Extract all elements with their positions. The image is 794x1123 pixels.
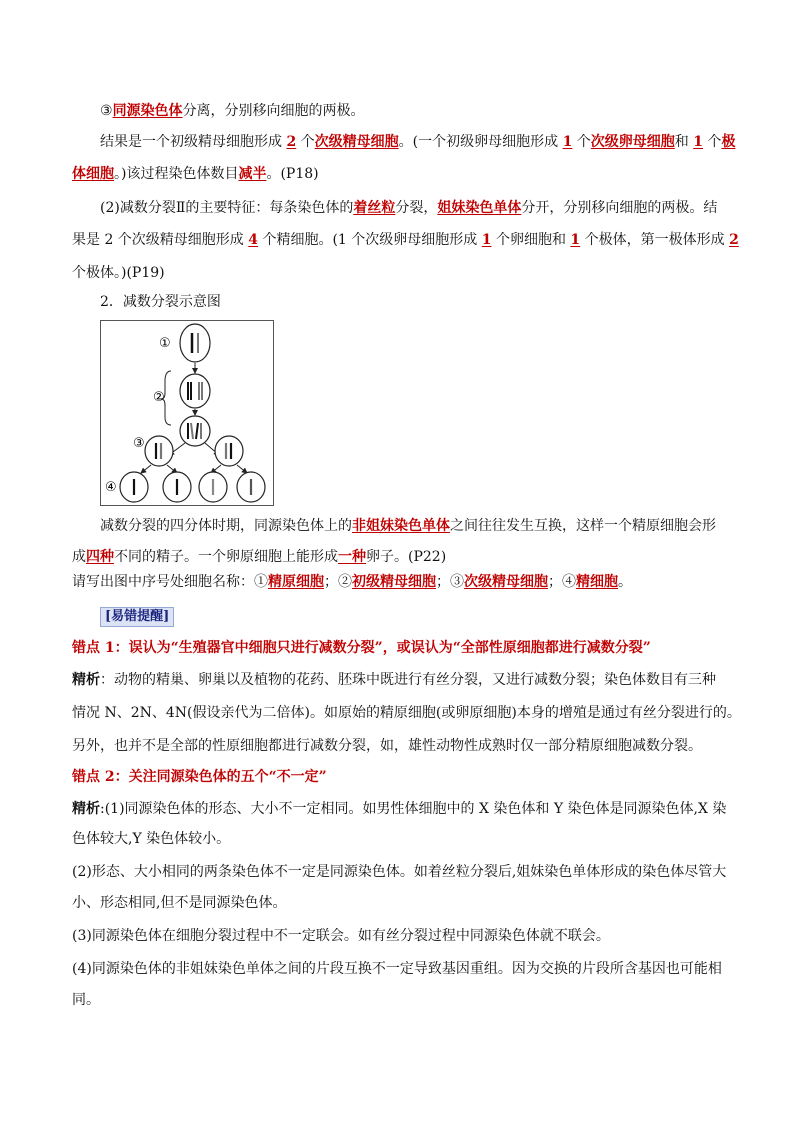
meiosis-diagram: [100, 320, 274, 506]
error-point-2-heading: 错点 2：关注同源染色体的五个“不一定”: [72, 769, 327, 785]
step-label-1: ①: [159, 336, 171, 351]
paragraph-crossing-over: 减数分裂的四分体时期，同源染色体上的非姐妹染色单体之间往往发生互换，这样一个精原细胞会形: [100, 518, 716, 534]
error-reminder-tag-line: [100, 606, 174, 627]
cell-spermatid-1: [120, 472, 148, 502]
paragraph-meiosis2-features: (2)减数分裂Ⅱ的主要特征：每条染色体的着丝粒分裂，姐妹染色单体分开，分别移向细胞的两极。结: [100, 200, 718, 216]
error-point-2-line6: (4)同源染色体的非姐妹染色单体之间的片段互换不一定导致基因重组。因为交换的片段所含基因也可能相: [72, 961, 722, 977]
cell-secondary-spermatocyte-right: [215, 436, 243, 466]
step-label-2: ②: [153, 390, 165, 405]
cell-spermatid-2: [163, 472, 191, 502]
section-heading-diagram: 2．减数分裂示意图: [100, 294, 221, 310]
paragraph-meiosis1-result: 结果是一个初级精母细胞形成 2 个次级精母细胞。(一个初级卵母细胞形成 1 个次级卵母细胞和 1 个极: [100, 134, 736, 150]
error-point-2-analysis: 精析:(1)同源染色体的形态、大小不一定相同。如男性体细胞中的 X 染色体和 Y 染色体是同源染色体,X 染: [72, 801, 727, 817]
cell-primary-spermatocyte-tetrad: [180, 416, 210, 446]
cell-spermatid-3: [199, 472, 227, 502]
error-point-2-line3: (2)形态、大小相同的两条染色体不一定是同源染色体。如着丝粒分裂后,姐妹染色单体形成的染色体尽管大: [72, 864, 727, 880]
paragraph-meiosis2-result: 果是 2 个次级精母细胞形成 4 个精细胞。(1 个次级卵母细胞形成 1 个卵细胞和 1 个极体，第一极体形成 2: [72, 232, 739, 248]
error-point-1-heading: 错点 1：误认为“生殖器官中细胞只进行减数分裂”，或误认为“全部性原细胞都进行减数分裂”: [72, 640, 651, 656]
paragraph-homolog-separation: ③同源染色体分离，分别移向细胞的两极。: [100, 103, 365, 119]
step-label-4: ④: [105, 480, 117, 495]
cell-spermatid-4: [237, 472, 265, 502]
error-point-1-analysis-line2: 情况 N、2N、4N(假设亲代为二倍体)。如原始的精原细胞(或卵原细胞)本身的增殖是通过有丝分裂进行的。: [72, 705, 741, 721]
paragraph-crossing-over-cont: 成四种不同的精子。一个卵原细胞上能形成一种卵子。(P22): [72, 549, 447, 565]
cell-primary-spermatocyte: [180, 374, 210, 408]
cell-secondary-spermatocyte-left: [145, 436, 173, 466]
paragraph-cell-names: 请写出图中序号处细胞名称：①精原细胞；②初级精母细胞；③次级精母细胞；④精细胞。: [72, 574, 632, 590]
cell-spermatogonium: [180, 324, 210, 362]
error-point-2-line2: 色体较大,Y 染色体较小。: [72, 831, 231, 847]
error-point-1-analysis-line3: 另外，也并不是全部的性原细胞都进行减数分裂，如，雄性动物性成熟时仅一部分精原细胞减数分裂。: [72, 738, 702, 754]
paragraph-meiosis2-result-cont: 个极体。)(P19): [72, 265, 165, 281]
step-label-3: ③: [133, 436, 145, 451]
error-point-2-line4: 小、形态相同,但不是同源染色体。: [72, 895, 287, 911]
error-reminder-tag: [易错提醒]: [100, 607, 174, 627]
answer-homologous-chromosomes: 同源染色体: [112, 103, 183, 119]
error-point-2-line5: (3)同源染色体在细胞分裂过程中不一定联会。如有丝分裂过程中同源染色体就不联会。: [72, 928, 610, 944]
error-point-1-analysis: 精析：动物的精巢、卵巢以及植物的花药、胚珠中既进行有丝分裂，又进行减数分裂；染色体数目有三种: [72, 672, 716, 688]
paragraph-meiosis1-result-cont: 体细胞。)该过程染色体数目减半。(P18): [72, 166, 319, 182]
meiosis-diagram-svg: [101, 321, 273, 505]
error-point-2-line7: 同。: [72, 992, 100, 1008]
